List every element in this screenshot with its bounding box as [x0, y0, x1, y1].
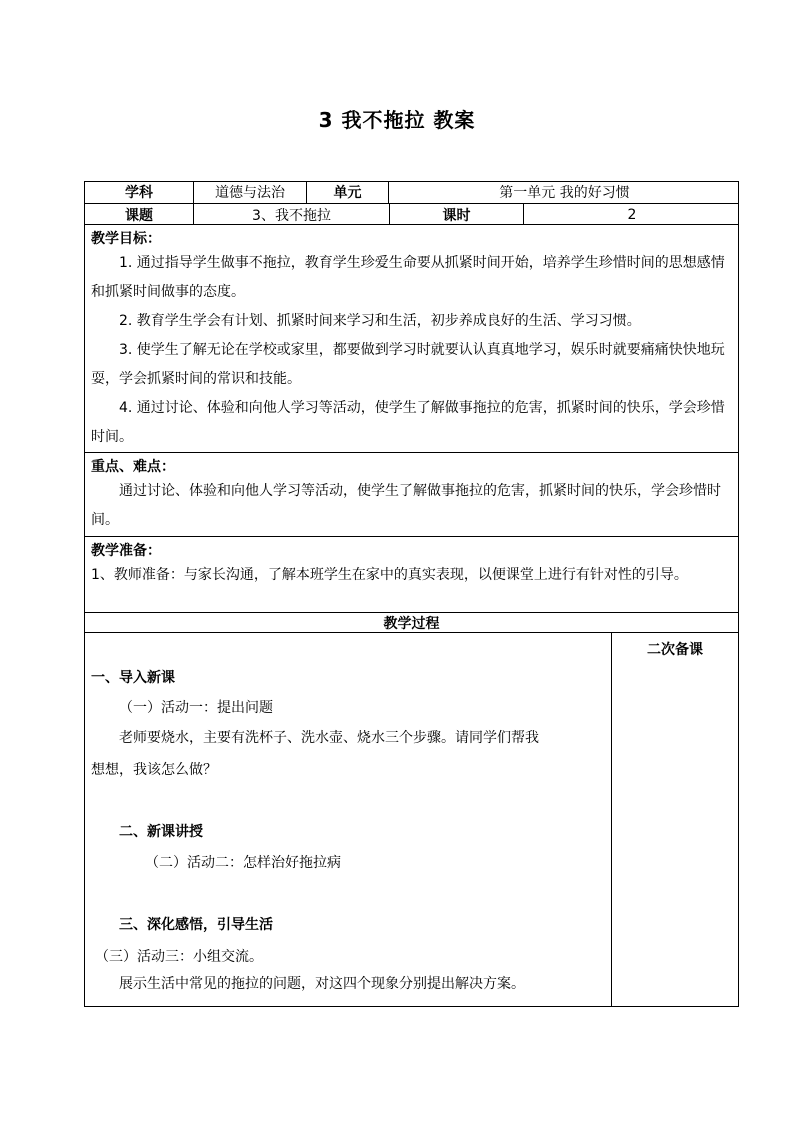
preparation-heading: 教学准备： [91, 543, 161, 559]
activity-2: （二）活动二：怎样治好拖拉病 [145, 855, 341, 871]
key-points-heading: 重点、难点： [91, 459, 175, 475]
goal-item-1: 1. 通过指导学生做事不拖拉，教育学生珍爱生命要从抓紧时间开始，培养学生珍惜时间的思想感情和抓紧时间做事的态度。 [91, 255, 725, 300]
section-2-title: 二、新课讲授 [119, 824, 203, 840]
page-title: 3 我不拖拉 教案 [318, 108, 476, 132]
goal-item-2: 2. 教育学生学会有计划、抓紧时间来学习和生活，初步养成良好的生活、学习习惯。 [119, 313, 641, 329]
section-1-title: 一、导入新课 [91, 670, 175, 686]
key-points-section [85, 452, 738, 537]
lesson-plan-table [84, 181, 739, 1007]
process-content [85, 633, 611, 1006]
topic-value: 3、我不拖拉 [193, 204, 389, 225]
goals-section [85, 224, 738, 453]
subject-label: 学科 [125, 185, 153, 201]
subject-value: 道德与法治 [193, 181, 306, 203]
section-3-title: 三、深化感悟，引导生活 [119, 917, 273, 933]
goal-item-4: 4. 通过讨论、体验和向他人学习等活动，使学生了解做事拖拉的危害，抓紧时间的快乐，学会珍惜时间。 [91, 400, 725, 445]
goal-item-3: 3. 使学生了解无论在学校或家里，都要做到学习时就要认认真真地学习，娱乐时就要痛痛快快地玩耍，学会抓紧时间的常识和技能。 [91, 342, 725, 387]
topic-label: 课题 [125, 207, 153, 224]
activity-1-text-line-1: 老师要烧水，主要有洗杯子、洗水壶、烧水三个步骤。请同学们帮我 [119, 730, 539, 746]
hours-value: 2 [523, 204, 740, 225]
process-heading-row [85, 612, 738, 633]
activity-3-text: 展示生活中常见的拖拉的问题，对这四个现象分别提出解决方案。 [119, 976, 525, 992]
hours-label: 课时 [389, 204, 523, 225]
activity-1: （一）活动一：提出问题 [119, 700, 273, 716]
secondary-prep-column [611, 633, 738, 1006]
unit-label: 单元 [306, 181, 388, 203]
secondary-prep-heading: 二次备课 [647, 642, 703, 658]
process-heading: 教学过程 [383, 616, 440, 632]
goals-heading: 教学目标： [91, 231, 161, 247]
activity-3: （三）活动三：小组交流。 [95, 949, 263, 965]
info-row-1 [85, 181, 738, 203]
activity-1-text-line-2: 想想，我该怎么做？ [91, 762, 217, 778]
preparation-text: 1、教师准备：与家长沟通，了解本班学生在家中的真实表现，以便课堂上进行有针对性的引导。 [91, 567, 688, 583]
unit-value: 第一单元 我的好习惯 [388, 181, 740, 203]
process-body [85, 632, 738, 1006]
info-row-2 [85, 203, 738, 225]
key-points-text: 通过讨论、体验和向他人学习等活动，使学生了解做事拖拉的危害，抓紧时间的快乐，学会珍惜时间。 [91, 483, 721, 528]
preparation-section [85, 536, 738, 613]
